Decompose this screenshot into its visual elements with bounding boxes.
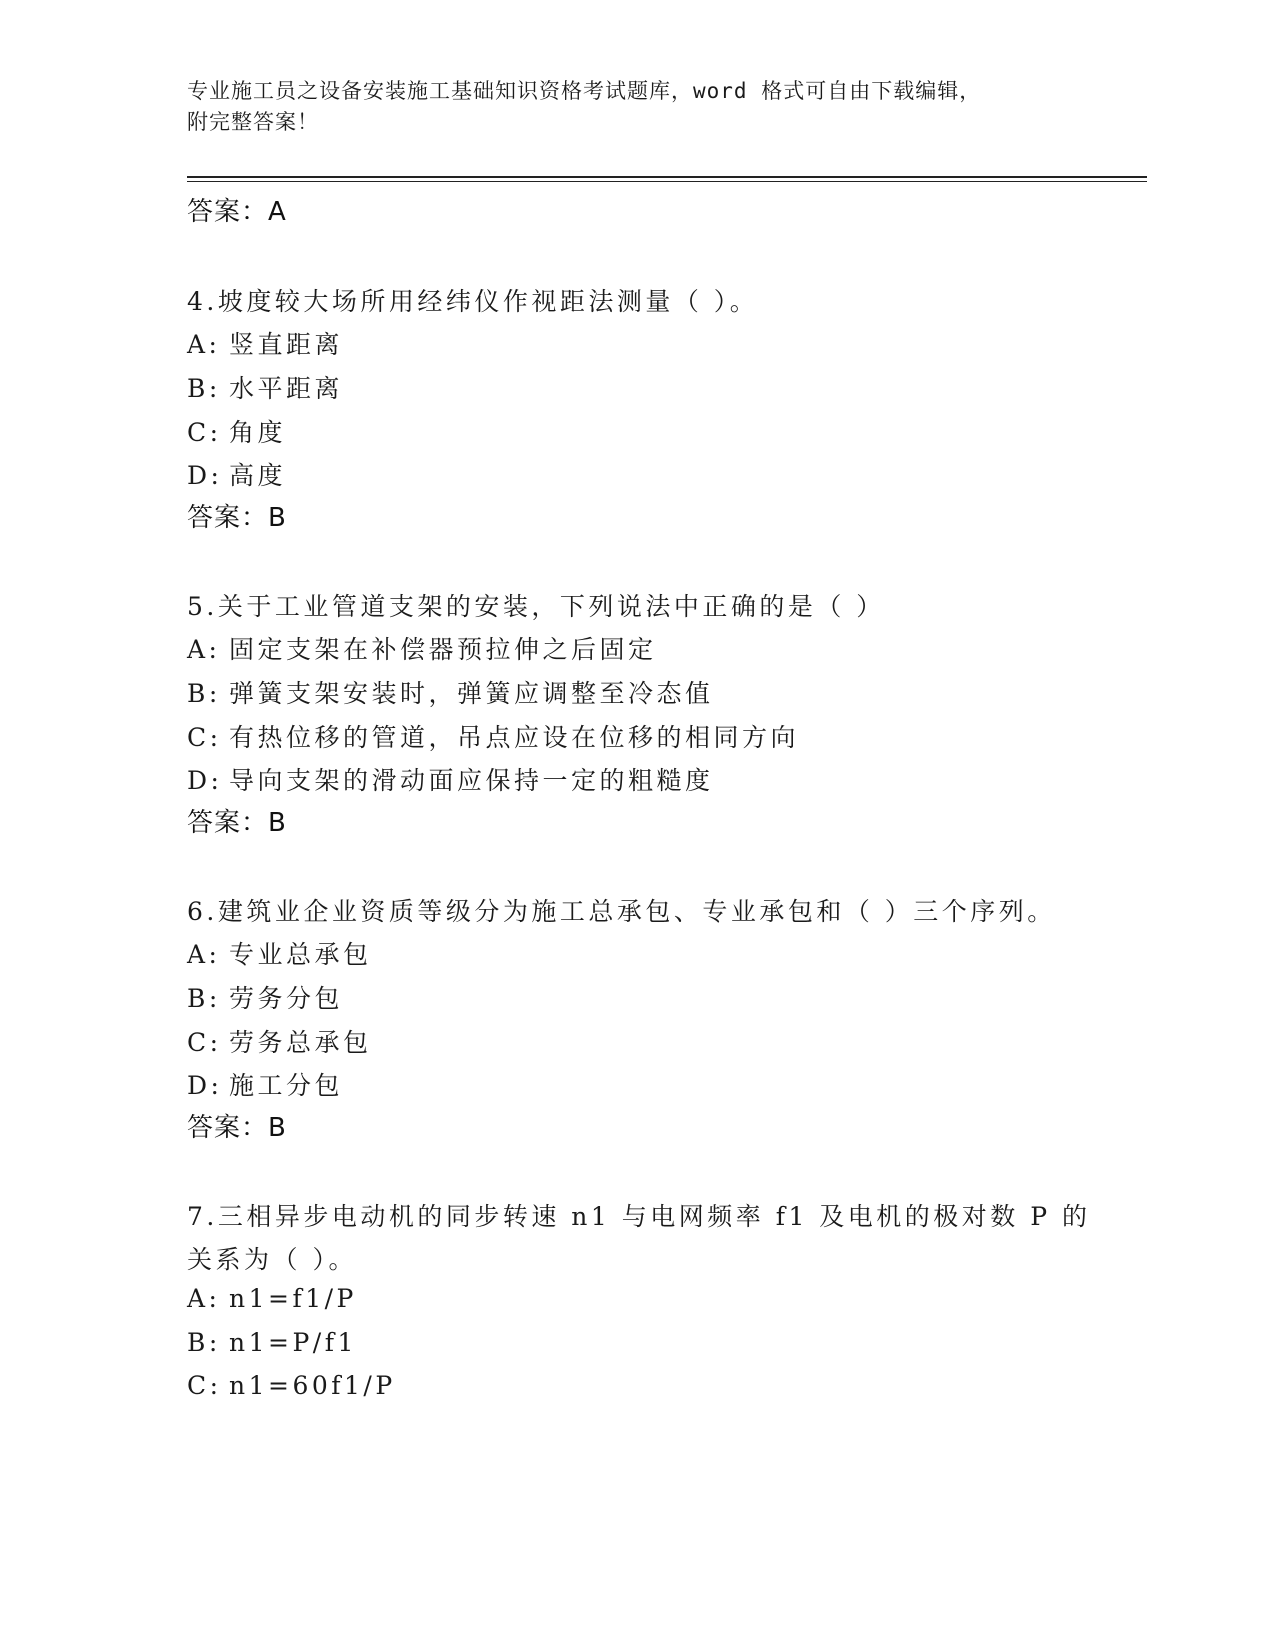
question-7-stem-line-2: 关系为（ ）。 (187, 1245, 357, 1274)
option-label: A: (187, 940, 221, 969)
option-label: C: (187, 1371, 222, 1400)
option-text: 角度 (229, 418, 287, 447)
option-label: B: (187, 1328, 221, 1357)
answer-q5: 答案：B (187, 808, 287, 838)
option-label: D: (187, 1071, 223, 1100)
header-divider-thick (187, 176, 1147, 178)
option-label: B: (187, 984, 221, 1013)
option-label: C: (187, 418, 222, 447)
option-text: 弹簧支架安装时，弹簧应调整至冷态值 (229, 679, 714, 708)
document-header (187, 76, 1077, 138)
option-label: C: (187, 1028, 222, 1057)
question-7-option-a (187, 1284, 357, 1313)
question-4-option-a (187, 325, 343, 361)
option-label: C: (187, 723, 222, 752)
option-label: B: (187, 374, 221, 403)
option-text: 有热位移的管道，吊点应设在位移的相同方向 (229, 723, 800, 752)
answer-q6: 答案：B (187, 1113, 287, 1143)
question-5-option-b (187, 674, 714, 710)
question-6-option-c (187, 1023, 372, 1059)
question-6-option-a (187, 935, 372, 971)
question-4-option-d (187, 456, 286, 492)
option-text: 固定支架在补偿器预拉伸之后固定 (229, 635, 657, 664)
question-7-option-b (187, 1328, 357, 1357)
option-text: 导向支架的滑动面应保持一定的粗糙度 (229, 766, 714, 795)
option-text: 高度 (229, 461, 287, 490)
option-label: D: (187, 461, 223, 490)
answer-q4: 答案：B (187, 503, 287, 533)
question-4-stem: 4.坡度较大场所用经纬仪作视距法测量（ ）。 (187, 287, 759, 316)
header-line-2: 附完整答案！ (187, 110, 319, 134)
option-text: 劳务总承包 (229, 1028, 372, 1057)
question-5-option-a (187, 630, 657, 666)
question-5-stem: 5.关于工业管道支架的安装，下列说法中正确的是（ ） (187, 592, 885, 621)
option-label: D: (187, 766, 223, 795)
option-text: 竖直距离 (229, 330, 344, 359)
option-label: A: (187, 635, 221, 664)
question-5-option-c (187, 718, 799, 754)
option-text: 水平距离 (229, 374, 344, 403)
header-divider-thin (187, 181, 1147, 182)
option-label: A: (187, 330, 221, 359)
question-7-stem-line-1: 7.三相异步电动机的同步转速 n1 与电网频率 f1 及电机的极对数 P 的 (187, 1202, 1091, 1231)
option-text: n1=60f1/P (229, 1371, 396, 1400)
option-label: A: (187, 1284, 221, 1313)
question-6-option-d (187, 1066, 343, 1102)
option-text: n1=f1/P (229, 1284, 357, 1313)
option-label: B: (187, 679, 221, 708)
question-6-stem: 6.建筑业企业资质等级分为施工总承包、专业承包和（ ）三个序列。 (187, 897, 1056, 926)
header-line-1: 专业施工员之设备安装施工基础知识资格考试题库，word 格式可自由下载编辑， (187, 79, 982, 103)
option-text: 施工分包 (229, 1071, 344, 1100)
question-7-option-c (187, 1371, 396, 1400)
question-5-option-d (187, 761, 714, 797)
option-text: 专业总承包 (229, 940, 372, 969)
question-4-option-c (187, 413, 286, 449)
question-4-option-b (187, 369, 343, 405)
answer-q3: 答案：A (187, 197, 287, 227)
option-text: n1=P/f1 (229, 1328, 357, 1357)
option-text: 劳务分包 (229, 984, 344, 1013)
question-6-option-b (187, 979, 343, 1015)
